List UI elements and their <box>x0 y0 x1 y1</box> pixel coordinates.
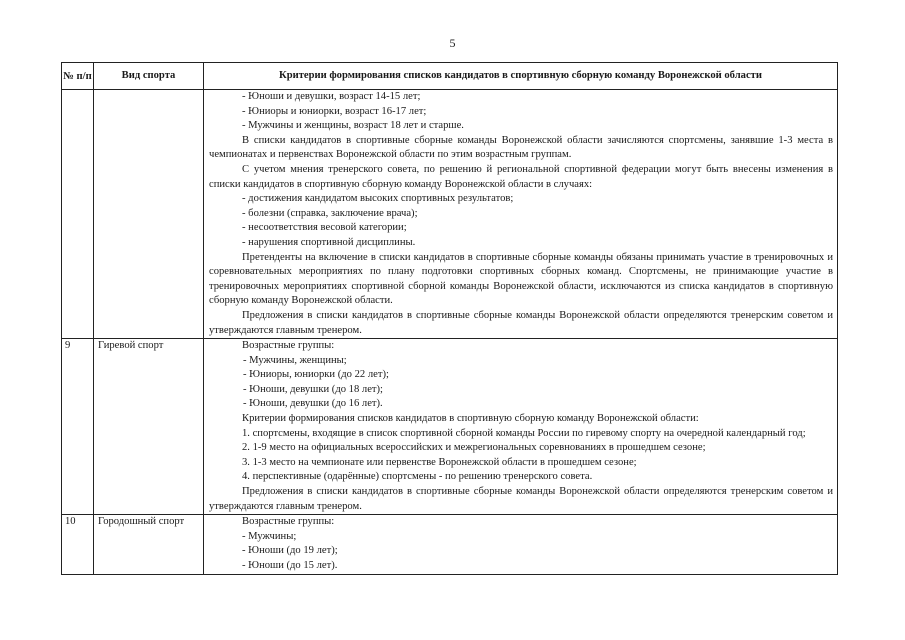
age-groups-title: Возрастные группы: <box>242 516 335 528</box>
list-item: - Мужчины и женщины, возраст 18 лет и старше. <box>242 120 464 132</box>
list-item: - нарушения спортивной дисциплины. <box>242 236 416 248</box>
table-row-continued <box>62 90 838 339</box>
list-item: - Юноши, девушки (до 16 лет). <box>243 398 383 410</box>
sport-name: Городошный спорт <box>94 515 204 574</box>
list-item: - болезни (справка, заключение врача); <box>242 207 418 219</box>
criteria-item: 1. спортсмены, входящие в список спортивной сборной команды России по гиревому спорту на очередной календарный год; <box>242 427 806 439</box>
paragraph-inclusion: В списки кандидатов в спортивные сборные команды Воронежской области зачисляются спортсмены, занявшие 1-3 места в чемпионатах и первенствах Воронежской области по этим возрастным группам. <box>209 134 833 161</box>
list-item: - Юниоры, юниорки (до 22 лет); <box>243 369 389 381</box>
list-item: - Юноши (до 15 лет). <box>242 560 338 571</box>
list-item: - Юниоры и юниорки, возраст 16-17 лет; <box>242 105 427 117</box>
table-header-row <box>62 63 838 90</box>
list-item: - несоответствия весовой категории; <box>242 222 407 234</box>
table-row-9 <box>62 339 838 515</box>
list-item: - Юноши и девушки, возраст 14-15 лет; <box>242 91 421 102</box>
row-number: 10 <box>62 515 94 574</box>
list-item: - Мужчины; <box>242 530 297 542</box>
paragraph-participation: Претенденты на включение в списки кандидатов в спортивные сборные команды обязаны принимать участие в тренировочных и соревновательных мероприятиях по плану подготовки спортивных сборных команд. Спортсмены, не принимающие участие в тренировочных мероприятиях спортивной сборной команды Воронежской области, исключаются из списка кандидатов в спортивную сборную команду Воронежской области. <box>209 251 833 307</box>
paragraph-proposals: Предложения в списки кандидатов в спортивные сборные команды Воронежской области определяются тренерским советом и утверждаются главным тренером. <box>209 486 833 512</box>
sport-name: Гиревой спорт <box>94 339 204 515</box>
header-num: № п/п <box>62 63 94 90</box>
num-cell <box>62 90 94 339</box>
criteria-item: 2. 1-9 место на официальных всероссийских и межрегиональных соревнованиях в прошедшем сезоне; <box>242 442 706 454</box>
list-item: - Мужчины, женщины; <box>243 354 347 366</box>
criteria-item: 3. 1-3 место на чемпионате или первенстве Воронежской области в прошедшем сезоне; <box>242 456 637 468</box>
age-groups-title: Возрастные группы: <box>242 340 335 352</box>
page-number: 5 <box>449 36 456 50</box>
row-number: 9 <box>62 339 94 515</box>
paragraph-proposals: Предложения в списки кандидатов в спортивные сборные команды Воронежской области определяются тренерским советом и утверждаются главным тренером. <box>209 309 833 336</box>
header-sport: Вид спорта <box>94 63 204 90</box>
criteria-table <box>61 62 838 575</box>
sport-cell <box>94 90 204 339</box>
table-row-10 <box>62 515 838 574</box>
criteria-title: Критерии формирования списков кандидатов в спортивную сборную команду Воронежской области: <box>242 413 699 425</box>
criteria-item: 4. перспективные (одарённые) спортсмены - по решению тренерского совета. <box>242 471 593 483</box>
criteria-cell <box>204 515 838 574</box>
criteria-cell <box>204 339 838 515</box>
criteria-cell <box>204 90 838 339</box>
list-item: - Юноши, девушки (до 18 лет); <box>243 383 383 395</box>
list-item: - Юноши (до 19 лет); <box>242 545 338 557</box>
paragraph-changes: С учетом мнения тренерского совета, по решению й региональной спортивной федерации могут быть внесены изменения в списки кандидатов в спортивную сборную команду Воронежской области в случаях: <box>209 163 833 190</box>
list-item: - достижения кандидатом высоких спортивных результатов; <box>242 193 514 205</box>
header-criteria: Критерии формирования списков кандидатов в спортивную сборную команду Воронежской области <box>204 63 838 90</box>
